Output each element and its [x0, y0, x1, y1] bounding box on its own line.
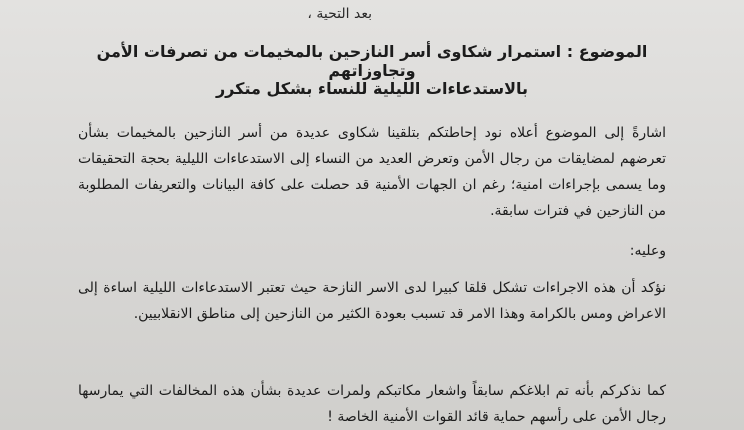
- subject-label: الموضوع :: [566, 42, 648, 61]
- paragraph-1: اشارةً إلى الموضوع أعلاه نود إحاطتكم بتلقينا شكاوى عديدة من أسر النازحين بالمخيمات بشأن تعرضهم لمضايقات من رجال الأمن وتعرض العديد من النساء إلى الاستدعاءات الليلية بحجة التحقيقات وما يسمى بإجراءات امنية؛ رغم ان الجهات الأمنية قد حصلت على كافة البيانات والتعريفات المطلوبة من النازحين في فترات سابقة.: [78, 125, 666, 219]
- paragraph-2: نؤكد أن هذه الاجراءات تشكل قلقا كبيرا لدى الاسر النازحة حيث تعتبر الاستدعاءات الليلية اساءة إلى الاعراض ومس بالكرامة وهذا الامر قد تسبب بعودة الكثير من النازحين إلى مناطق الانقلابيين.: [78, 280, 666, 322]
- subject-line-1: استمرار شكاوى أسر النازحين بالمخيمات من تصرفات الأمن وتجاوزاتهم: [96, 42, 562, 80]
- subject-line-2: بالاستدعاءات الليلية للنساء بشكل متكرر: [215, 79, 529, 98]
- subject-heading: [90, 42, 654, 80]
- wa-alayh-label: وعليه:: [629, 243, 666, 259]
- greeting: بعد التحية ،: [307, 6, 372, 22]
- paragraph-3: كما نذكركم بأنه تم ابلاغكم سابقاً واشعار مكاتبكم ولمرات عديدة بشأن هذه المخالفات التي يمارسها رجال الأمن على رأسهم حماية قائد القوات الأمنية الخاصة !: [78, 383, 666, 425]
